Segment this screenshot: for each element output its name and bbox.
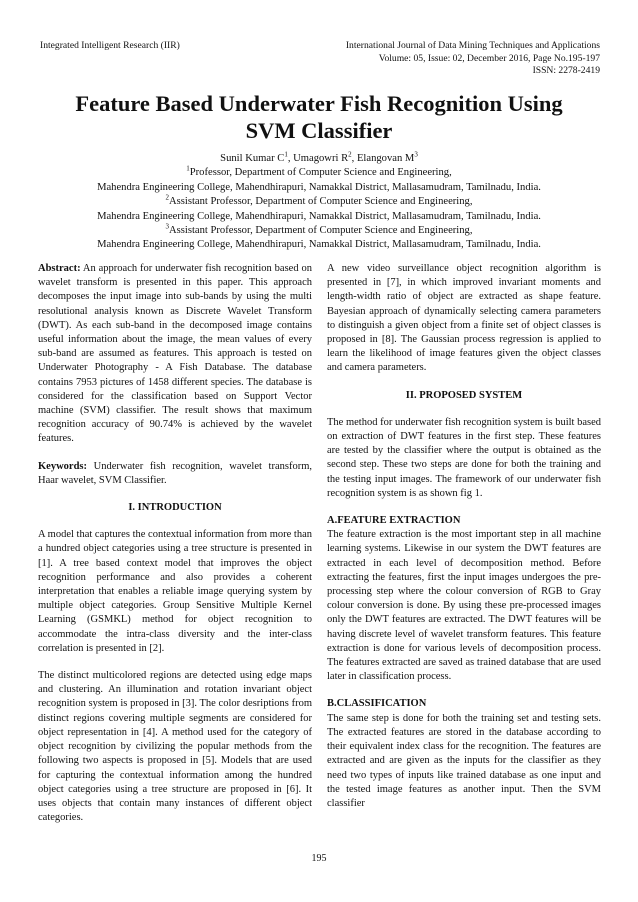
intro-paragraph-3: A new video surveillance object recognition algorithm is presented in [7], in which improved invariant moments and length-width ratio of object are extracted as shape feature. Bayesian approach of dynamically selecting camera parameters to distinguish a given object from a finite set of object classes is proposed in [8]. The Gaussian process regression is applied to learn the likelihood of image features given the object classes and camera parameters. (327, 263, 601, 374)
section-heading-proposed-system: II. PROPOSED SYSTEM (405, 389, 523, 401)
affiliation-3-role: $^3$Assistant Professor, Department of Computer Science and Engineering, (165, 222, 473, 237)
section-heading-introduction: I. INTRODUCTION (128, 502, 222, 514)
journal-publisher: Integrated Intelligent Research (IIR) (40, 40, 180, 51)
classification-paragraph: The same step is done for both the training set and testing sets. The extracted features are stored in the database according to their equivalent index class for the recognition. The features are extracted and are given as the inputs for the classifier as they need two types of inputs like trained database as one input and the tested image features as another input. Then the SVM classifier (327, 712, 601, 809)
feature-extraction-paragraph: The feature extraction is the most important step in all machine learning systems. Likewise in our system the DWT features are extracted in each level of decomposition method. Before extracting the features, first the input images undergoes the pre-processing step where the colour conversion of RGB to Gray colour conversion is done. By using these pre-processed images only the DWT features are extracted. The DWT features will be having discrete level of wavelet transform features. This feature extraction is done for various levels of decomposition process. The features extracted are saved as trained database that are used later in classification process. (327, 529, 601, 683)
affiliation-1-place: Mahendra Engineering College, Mahendhirapuri, Namakkal District, Mallasamudram, Tamilnadu, India. (97, 181, 541, 193)
subsection-heading-classification: B.CLASSIFICATION (327, 698, 427, 710)
keywords (38, 460, 312, 488)
title-line-1: Feature Based Underwater Fish Recognition Using (75, 91, 563, 116)
journal-info (346, 40, 600, 78)
affiliation-2-role: $^2$Assistant Professor, Department of Computer Science and Engineering, (165, 193, 473, 208)
affiliation-2-place: Mahendra Engineering College, Mahendhirapuri, Namakkal District, Mallasamudram, Tamilnadu, India. (97, 210, 541, 222)
proposed-paragraph-1: The method for underwater fish recognition system is built based on extraction of DWT features in the first step. These features are tested by the classifier where the output is obtained as the second step. These two steps are done for both the training and the testing input images. The framework of our underwater fish recognition system is as shown fig 1. (327, 416, 601, 499)
journal-volume: Volume: 05, Issue: 02, December 2016, Page No.195-197 (378, 52, 600, 64)
right-column (327, 262, 601, 811)
title-line-2: SVM Classifier (245, 118, 393, 143)
keywords-label: Keywords: (38, 460, 87, 472)
intro-paragraph-2: The distinct multicolored regions are detected using edge maps and clustering. An illumination and rotation invariant object recognition system is proposed in [3]. The color desriptions from distinct regions covering multiple segments are considered for object representation in [4]. A method used for the category of object recognition by civilizing the popular methods from the following two aspects is proposed in [5]. Models that are used for capturing the contextual information among the hundred object categories using a tree structure are proposed in [6]. It uses objects that contain many instances of different object categories. (38, 670, 312, 824)
journal-name: International Journal of Data Mining Techniques and Applications (345, 40, 600, 51)
paper-title (30, 90, 608, 144)
page-number: 195 (311, 853, 327, 864)
journal-issn: ISSN: 2278-2419 (532, 65, 600, 76)
abstract-label: Abstract: (38, 263, 81, 274)
subsection-heading-feature-extraction: A.FEATURE EXTRACTION (327, 515, 461, 527)
intro-paragraph-1: A model that captures the contextual information from more than a hundred object categories using a tree structure is presented in [1]. A tree based context model that improves the object recognition performance and also provides a coherent interpretation that enables a reliable image querying system by multiple object categories. Group Sensitive Multiple Kernel Learning (GSMKL) method for object recognition to accommodate the intra-class diversity and the inter-class correlation is presented in [2]. (38, 529, 312, 654)
abstract-text: An approach for underwater fish recognition based on wavelet transform is presented in this paper. This approach decomposes the input image into sub-bands by using the multi resolutional analysis known as Discrete Wavelet Transform (DWT). As each sub-band in the decomposed image contains useful information about the image, the mean values of every sub-band are assumed as features. This approach is tested on Underwater Photography - A Fish Database. The database contains 7953 pictures of 1458 different species. The database is considered for the classification based on Support Vector machine (SVM) classifier. The result shows that maximum recognition accuracy of 90.74% is achieved by the wavelet features. (38, 263, 312, 445)
affiliation-1-role: $^1$Professor, Department of Computer Science and Engineering, (186, 164, 452, 179)
keywords-text: Underwater fish recognition, wavelet transform, Haar wavelet, SVM Classifier. (38, 460, 312, 486)
affiliation-3-place: Mahendra Engineering College, Mahendhirapuri, Namakkal District, Mallasamudram, Tamilnadu, India. (97, 239, 541, 251)
author-block (20, 152, 618, 253)
abstract (38, 262, 312, 447)
author-names: Sunil Kumar $C^1$, Umagowri $R^2$, Elangovan $M^3$ (220, 150, 418, 164)
left-column (38, 262, 312, 838)
